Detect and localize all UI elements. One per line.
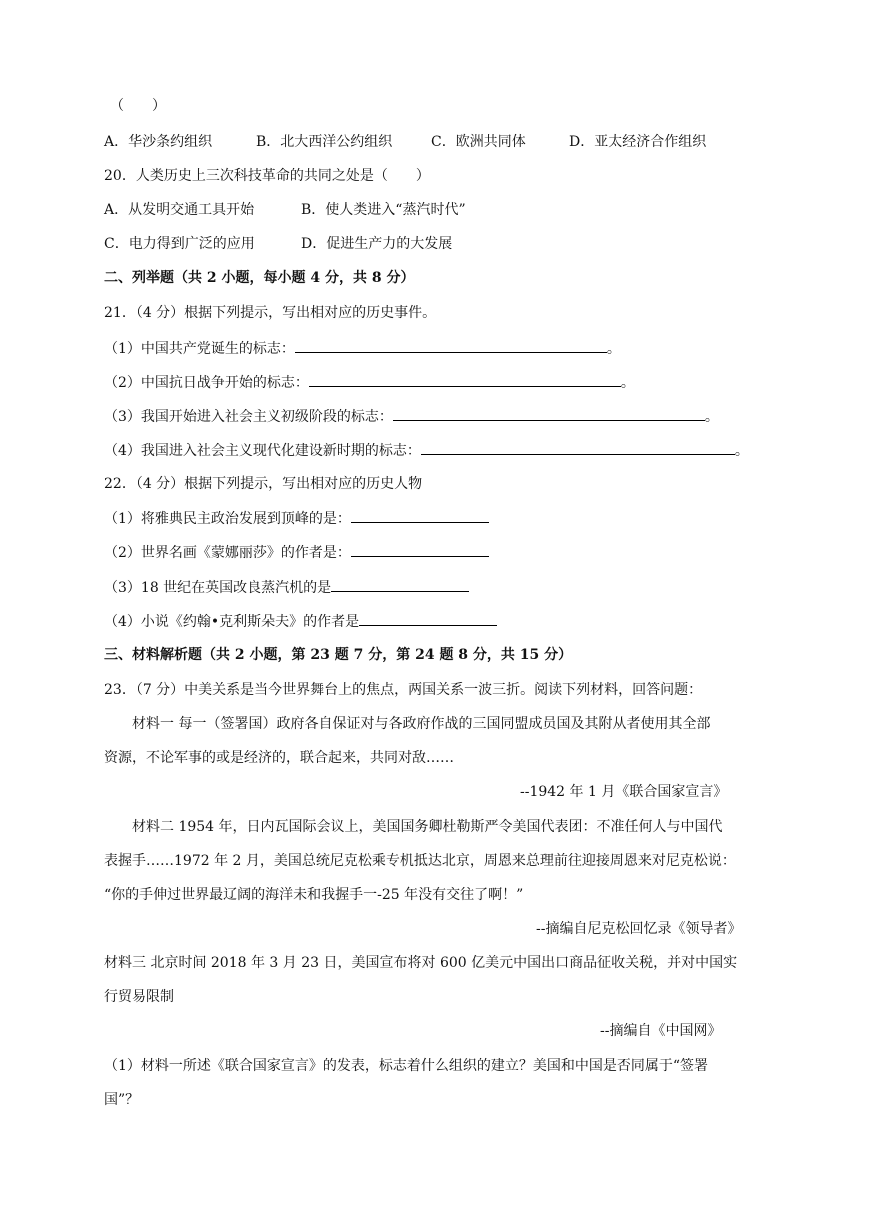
question-23-sub-1-line-2: 国”？ <box>104 1092 140 1108</box>
question-19-options <box>104 132 707 152</box>
answer-blank[interactable] <box>359 611 497 626</box>
material-2-line-3: “你的手伸过世界最辽阔的海洋未和我握手一-25 年没有交往了啊！” <box>104 887 524 903</box>
material-1-source: --1942 年 1 月《联合国家宣言》 <box>520 784 728 800</box>
question-21-stem: 21．（4 分）根据下列提示，写出相对应的历史事件。 <box>104 305 437 321</box>
section-2-title: 二、列举题（共 2 小题，每小题 4 分，共 8 分） <box>104 270 415 286</box>
answer-blank[interactable] <box>351 542 489 557</box>
material-2-line-1: 材料二 1954 年，日内瓦国际会议上，美国国务卿杜勒斯严令美国代表团：不准任何人与中国代 <box>132 819 723 835</box>
option-c: C．电力得到广泛的应用 <box>104 236 255 252</box>
question-22-item-4: （4）小说《约翰•克利斯朵夫》的作者是 <box>104 611 497 632</box>
material-3-line-1: 材料三 北京时间 2018 年 3 月 23 日，美国宣布将对 600 亿美元中国出口商品征收关税，并对中国实 <box>104 955 738 971</box>
question-21-item-4: （4）我国进入社会主义现代化建设新时期的标志： 。 <box>104 440 749 461</box>
material-2-line-2: 表握手……1972 年 2 月，美国总统尼克松乘专机抵达北京，周恩来总理前往迎接周恩来对尼克松说： <box>104 853 736 869</box>
question-20-stem: 20．人类历史上三次科技革命的共同之处是（ ） <box>104 168 430 184</box>
option-b: B．北大西洋公约组织 <box>256 134 393 150</box>
option-d: D．促进生产力的大发展 <box>301 236 453 252</box>
material-3-line-2: 行贸易限制 <box>104 989 174 1005</box>
question-20-options-row1 <box>104 200 466 220</box>
option-a: A．从发明交通工具开始 <box>104 202 255 218</box>
question-21-item-1: （1）中国共产党诞生的标志： 。 <box>104 338 621 359</box>
question-21-item-3: （3）我国开始进入社会主义初级阶段的标志： 。 <box>104 406 719 427</box>
material-2-source: --摘编自尼克松回忆录《领导者》 <box>536 921 742 937</box>
question-22-item-1: （1）将雅典民主政治发展到顶峰的是： <box>104 508 489 529</box>
question-23-stem: 23．（7 分）中美关系是当今世界舞台上的焦点，两国关系一波三折。阅读下列材料，回答问题： <box>104 682 703 698</box>
answer-blank[interactable] <box>351 508 489 523</box>
section-3-title: 三、材料解析题（共 2 小题，第 23 题 7 分，第 24 题 8 分，共 15 分） <box>104 647 573 663</box>
material-1-line-2: 资源，不论军事的或是经济的，联合起来，共同对敌…… <box>104 750 454 766</box>
option-c: C．欧洲共同体 <box>431 134 526 150</box>
option-a: A．华沙条约组织 <box>104 134 213 150</box>
question-22-stem: 22．（4 分）根据下列提示，写出相对应的历史人物 <box>104 476 423 492</box>
answer-blank[interactable] <box>295 338 607 353</box>
option-b: B．使人类进入“蒸汽时代” <box>301 202 466 218</box>
material-1-line-1: 材料一 每一（签署国）政府各自保证对与各政府作战的三国同盟成员国及其附从者使用其全部 <box>132 716 711 732</box>
answer-blank[interactable] <box>309 372 621 387</box>
material-3-source: --摘编自《中国网》 <box>600 1023 722 1039</box>
question-19-paren: （ ） <box>110 98 166 114</box>
answer-blank[interactable] <box>331 577 469 592</box>
option-d: D．亚太经济合作组织 <box>569 134 707 150</box>
question-22-item-2: （2）世界名画《蒙娜丽莎》的作者是： <box>104 542 489 563</box>
answer-blank[interactable] <box>421 440 735 455</box>
question-23-sub-1-line-1: （1）材料一所述《联合国家宣言》的发表，标志着什么组织的建立？美国和中国是否同属于“签署 <box>104 1058 709 1074</box>
answer-blank[interactable] <box>393 406 705 421</box>
question-22-item-3: （3）18 世纪在英国改良蒸汽机的是 <box>104 577 469 598</box>
question-20-options-row2 <box>104 234 453 254</box>
question-21-item-2: （2）中国抗日战争开始的标志： 。 <box>104 372 635 393</box>
